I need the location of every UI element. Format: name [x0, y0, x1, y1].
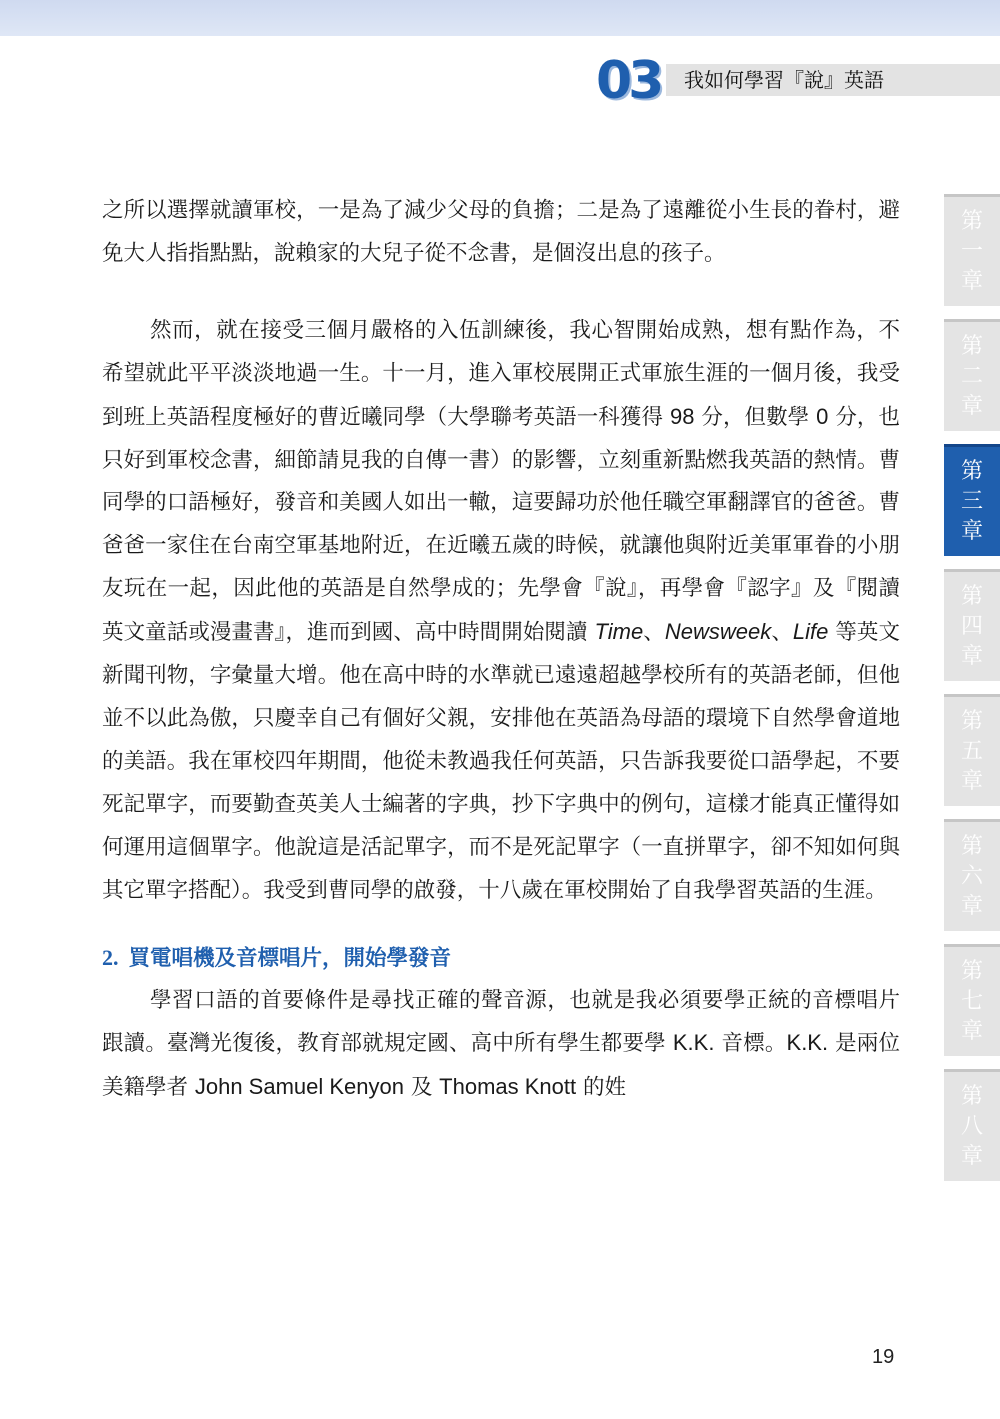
text-run: 是兩位美籍學者	[102, 1031, 900, 1101]
tab-char: 章	[960, 1143, 983, 1169]
body-text	[102, 190, 900, 1110]
tab-chapter-8[interactable]	[944, 1069, 1000, 1181]
tab-char: 六	[960, 863, 983, 889]
chapter-header	[596, 52, 1000, 110]
tab-char: 第	[960, 208, 983, 234]
tab-char: 第	[960, 333, 983, 359]
text-run: 分，但數學	[694, 404, 817, 430]
magazine-newsweek: Newsweek	[664, 619, 772, 645]
paragraph-2	[102, 310, 900, 913]
tab-chapter-4[interactable]	[944, 569, 1000, 681]
magazine-time: Time	[594, 619, 644, 645]
page-number: 19	[872, 1346, 895, 1368]
score-0: 0	[816, 403, 829, 429]
tab-char: 七	[960, 988, 983, 1014]
tab-char: 第	[960, 458, 983, 484]
text-run: 然而，就在接受三個月嚴格的入伍訓練後，我心智開始成熟，想有點作為，不希望就此平平淡淡地過一生。十一月，進入軍校展開正式軍旅生涯的一個月後，我受到班上英語程度極好的曹近曦同學（大學聯考英語一科獲得	[102, 317, 900, 430]
text-run: 的姓	[576, 1075, 626, 1101]
tab-chapter-2[interactable]	[944, 319, 1000, 431]
tab-char: 四	[960, 613, 983, 639]
header-band	[0, 0, 1000, 36]
scholar-name: Thomas Knott	[439, 1074, 577, 1100]
tab-char: 章	[960, 1018, 983, 1044]
section-number: 2.	[102, 944, 119, 970]
tab-chapter-3[interactable]	[944, 444, 1000, 556]
chapter-tabs	[944, 194, 1000, 1194]
tab-char: 章	[960, 893, 983, 919]
tab-char: 第	[960, 958, 983, 984]
magazine-life: Life	[792, 619, 829, 645]
tab-char: 章	[960, 268, 983, 294]
kk-term: K.K.	[786, 1030, 829, 1056]
tab-char: 三	[960, 488, 983, 514]
kk-term: K.K.	[672, 1030, 715, 1056]
tab-chapter-7[interactable]	[944, 944, 1000, 1056]
tab-char: 章	[960, 393, 983, 419]
tab-chapter-1[interactable]	[944, 194, 1000, 306]
text-run: 及	[403, 1075, 440, 1101]
tab-char: 第	[960, 583, 983, 609]
chapter-title: 我如何學習『說』英語	[684, 68, 884, 92]
chapter-number: 03	[596, 51, 661, 111]
tab-chapter-5[interactable]	[944, 694, 1000, 806]
tab-char: 章	[960, 518, 983, 544]
tab-char: 第	[960, 833, 983, 859]
section-heading	[102, 937, 900, 980]
tab-char: 章	[960, 643, 983, 669]
text-run: 音標。	[714, 1031, 787, 1057]
tab-char: 一	[960, 238, 983, 264]
tab-char: 第	[960, 1083, 983, 1109]
tab-char: 五	[960, 738, 983, 764]
score-98: 98	[669, 403, 695, 429]
text-run: 學習口語的首要條件是尋找正確的聲音源，也就是我必須要學正統的音標唱片跟讀。臺灣光復後，教育部就規定國、高中所有學生都要學	[102, 987, 900, 1057]
tab-chapter-6[interactable]	[944, 819, 1000, 931]
section-title: 買電唱機及音標唱片，開始學發音	[128, 945, 452, 971]
text-run: 等英文新聞刊物，字彙量大增。他在高中時的水準就已遠遠超越學校所有的英語老師，但他並不以此為傲，只慶幸自己有個好父親，安排他在英語為母語的環境下自然學會道地的美語。我在軍校四年期間，他從未教過我任何英語，只告訴我要從口語學起，不要死記單字，而要勤查英美人士編著的字典，抄下字典中的例句，這樣才能真正懂得如何運用這個單字。他說這是活記單字，而不是死記單字（一直拼單字，卻不知如何與其它單字搭配）。我受到曹同學的啟發，十八歲在軍校開始了自我學習英語的生涯。	[102, 620, 900, 903]
text-run: 分，也只好到軍校念書，細節請見我的自傳一書）的影響，立刻重新點燃我英語的熱情。曹同學的口語極好，發音和美國人如出一轍，這要歸功於他任職空軍翻譯官的爸爸。曹爸爸一家住在台南空軍基地附近，在近曦五歲的時候，就讓他與附近美軍軍眷的小朋友玩在一起，因此他的英語是自然學成的；先學會『說』，再學會『認字』及『閱讀英文童話或漫畫書』，進而到國、高中時間開始閱讀	[102, 404, 900, 646]
tab-char: 八	[960, 1113, 983, 1139]
paragraph-3	[102, 980, 900, 1111]
paragraph-1: 之所以選擇就讀軍校，一是為了減少父母的負擔；二是為了遠離從小生長的眷村，避免大人指指點點，說賴家的大兒子從不念書，是個沒出息的孩子。	[102, 198, 900, 266]
separator: 、	[643, 620, 665, 646]
tab-char: 二	[960, 363, 983, 389]
tab-char: 第	[960, 708, 983, 734]
separator: 、	[771, 620, 793, 646]
scholar-name: John Samuel Kenyon	[194, 1074, 404, 1100]
tab-char: 章	[960, 768, 983, 794]
